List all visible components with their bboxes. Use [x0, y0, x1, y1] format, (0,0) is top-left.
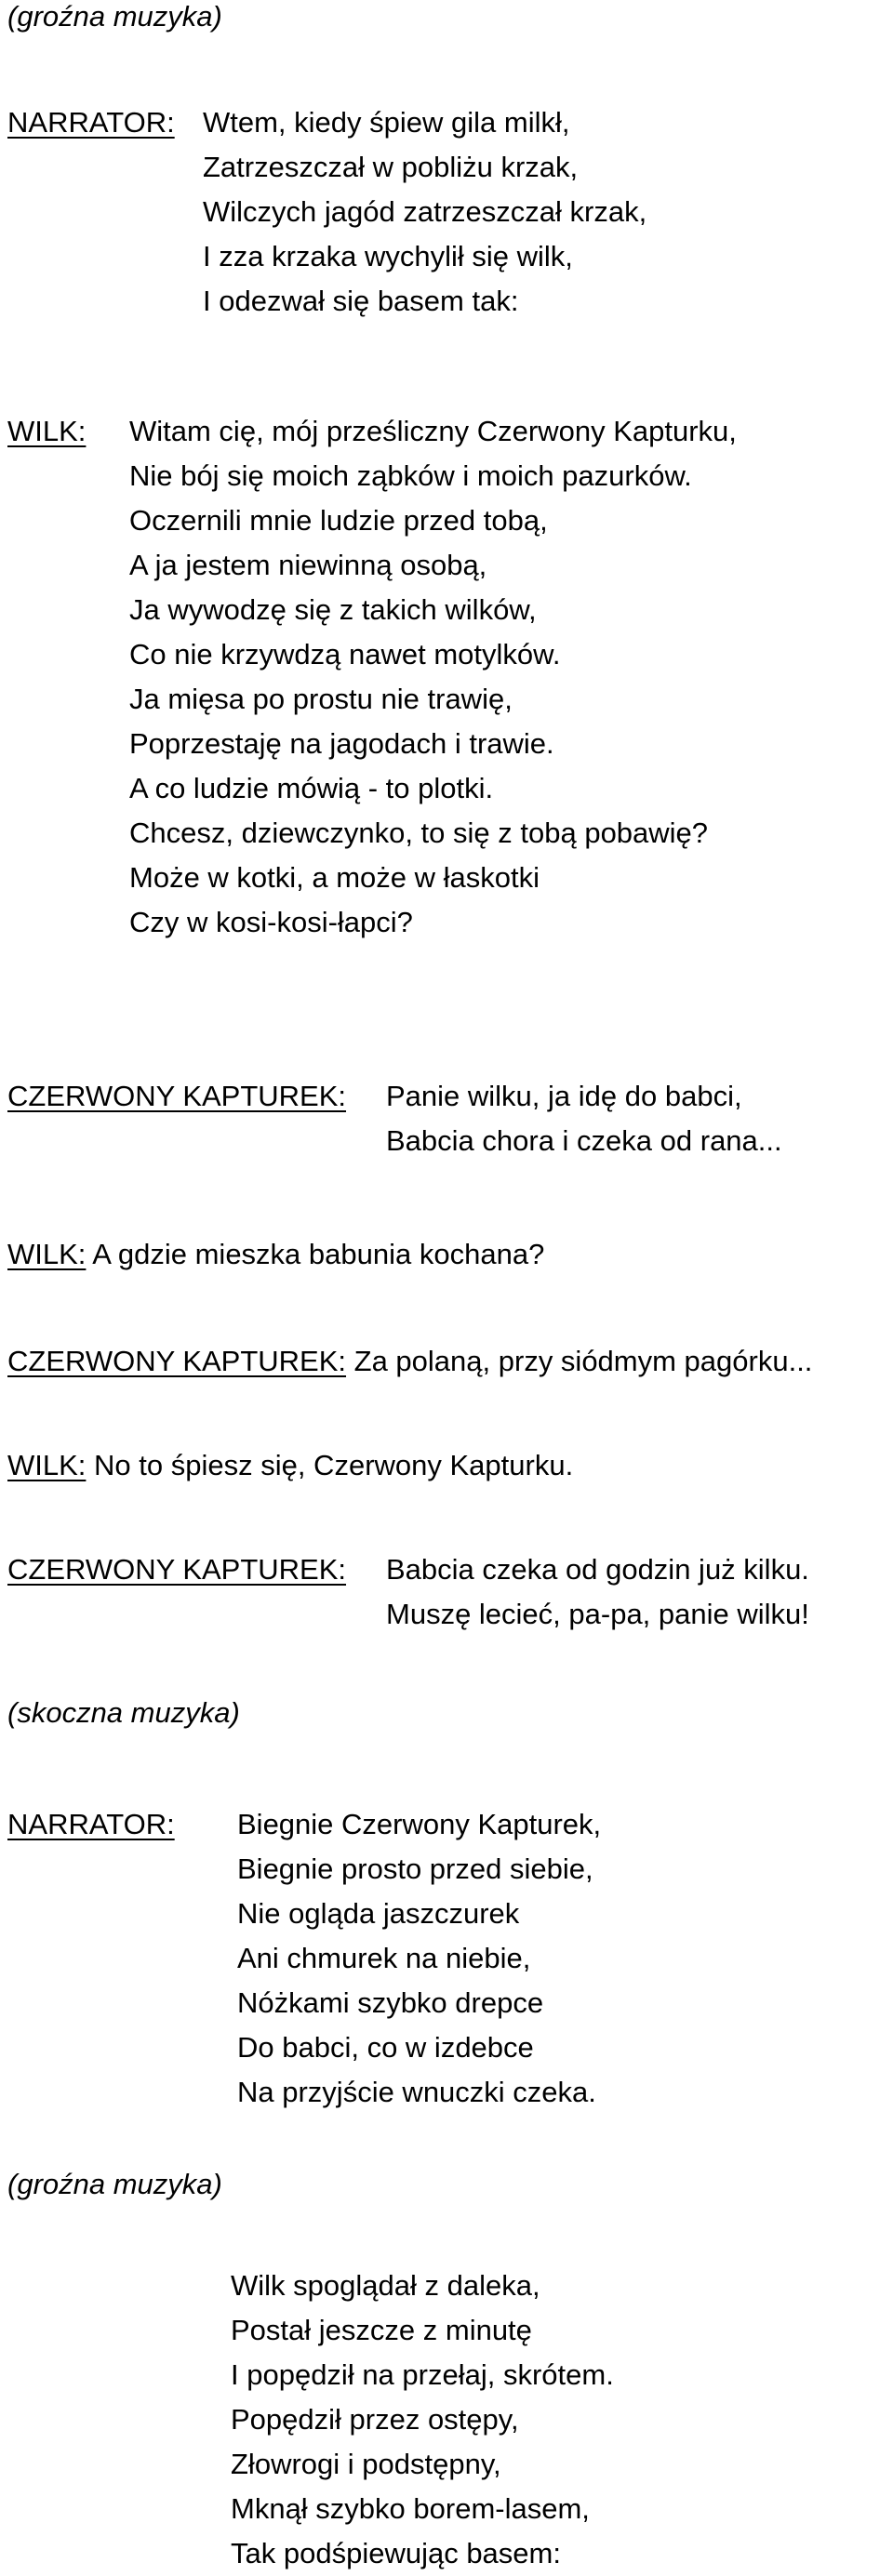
verse-line: A co ludzie mówią - to plotki. [129, 772, 494, 804]
verse-line: A ja jestem niewinną osobą, [129, 549, 487, 581]
speaker-label: WILK: [7, 1238, 87, 1270]
verse-line: Ja mięsa po prostu nie trawię, [129, 683, 513, 715]
verse-lines [129, 409, 737, 945]
speaker-label: NARRATOR: [7, 106, 175, 139]
verse-line: Muszę lecieć, pa-pa, panie wilku! [386, 1598, 809, 1630]
verse-line: Nie bój się moich ząbków i moich pazurków. [129, 459, 692, 492]
verse-line: Na przyjście wnuczki czeka. [237, 2076, 596, 2108]
verse-lines [203, 100, 646, 324]
verse-line: Nóżkami szybko drepce [237, 1986, 544, 2019]
verse-line: Tak podśpiewując basem: [231, 2537, 561, 2569]
dialogue-line: No to śpiesz się, Czerwony Kapturku. [86, 1449, 574, 1481]
verse-line: Zatrzeszczał w pobliżu krzak, [203, 151, 579, 183]
verse-line: Babcia chora i czeka od rana... [386, 1124, 782, 1157]
verse-line: Nie ogląda jaszczurek [237, 1897, 520, 1930]
verse-line: Postał jeszcze z minutę [231, 2314, 532, 2346]
speaker-label: CZERWONY KAPTUREK: [7, 1080, 347, 1112]
stage-direction: (groźna muzyka) [7, 0, 222, 33]
stage-direction: (skoczna muzyka) [7, 1696, 240, 1729]
verse-lines [386, 1074, 782, 1163]
verse-line: Do babci, co w izdebce [237, 2031, 534, 2064]
dialogue-czerwony-kapturek [7, 1547, 893, 1637]
verse-line: Oczernili mnie ludzie przed tobą, [129, 504, 548, 537]
stage-direction: (groźna muzyka) [7, 2168, 222, 2200]
speaker-label: NARRATOR: [7, 1808, 175, 1840]
verse-line: Co nie krzywdzą nawet motylków. [129, 638, 561, 671]
verse-line: Panie wilku, ja idę do babci, [386, 1080, 742, 1112]
dialogue-wilk [7, 1232, 893, 1277]
dialogue-line: Za polaną, przy siódmym pagórku... [346, 1345, 813, 1377]
speaker-label: WILK: [7, 415, 87, 447]
verse-line: Poprzestaję na jagodach i trawie. [129, 727, 554, 760]
dialogue-narrator [7, 100, 893, 324]
dialogue-narrator [7, 1802, 893, 2115]
verse-lines [231, 2264, 614, 2576]
dialogue-wilk [7, 1443, 893, 1488]
verse-line: Witam cię, mój prześliczny Czerwony Kapturku, [129, 415, 737, 447]
verse-line: Ja wywodzę się z takich wilków, [129, 593, 537, 626]
speaker-label: WILK: [7, 1449, 87, 1481]
verse-line: I popędził na przełaj, skrótem. [231, 2358, 614, 2391]
verse-lines [237, 1802, 601, 2115]
verse-line: Wilczych jagód zatrzeszczał krzak, [203, 195, 647, 228]
verse-line: Wilk spoglądał z daleka, [231, 2269, 540, 2302]
verse-line: Czy w kosi-kosi-łapci? [129, 906, 413, 938]
verse-line: I zza krzaka wychylił się wilk, [203, 240, 573, 272]
dialogue-line: A gdzie mieszka babunia kochana? [86, 1238, 545, 1270]
verse-line: Może w kotki, a może w łaskotki [129, 861, 540, 894]
speaker-label: CZERWONY KAPTUREK: [7, 1553, 347, 1586]
verse-line: Wtem, kiedy śpiew gila milkł, [203, 106, 570, 139]
dialogue-czerwony-kapturek [7, 1074, 893, 1163]
verse-line: Popędził przez ostępy, [231, 2403, 519, 2436]
verse-lines [386, 1547, 809, 1637]
dialogue-wilk [7, 409, 893, 949]
verse-line: Mknął szybko borem-lasem, [231, 2492, 590, 2525]
verse-line: Babcia czeka od godzin już kilku. [386, 1553, 809, 1586]
verse-line: Biegnie prosto przed siebie, [237, 1852, 593, 1885]
verse-line: Ani chmurek na niebie, [237, 1942, 531, 1974]
verse-line: Biegnie Czerwony Kapturek, [237, 1808, 602, 1840]
narration-block [7, 2264, 893, 2576]
verse-line: I odezwał się basem tak: [203, 285, 519, 317]
verse-line: Chcesz, dziewczynko, to się z tobą pobawię? [129, 817, 709, 849]
dialogue-czerwony-kapturek [7, 1339, 893, 1384]
speaker-label: CZERWONY KAPTUREK: [7, 1345, 347, 1377]
verse-line: Złowrogi i podstępny, [231, 2448, 501, 2480]
